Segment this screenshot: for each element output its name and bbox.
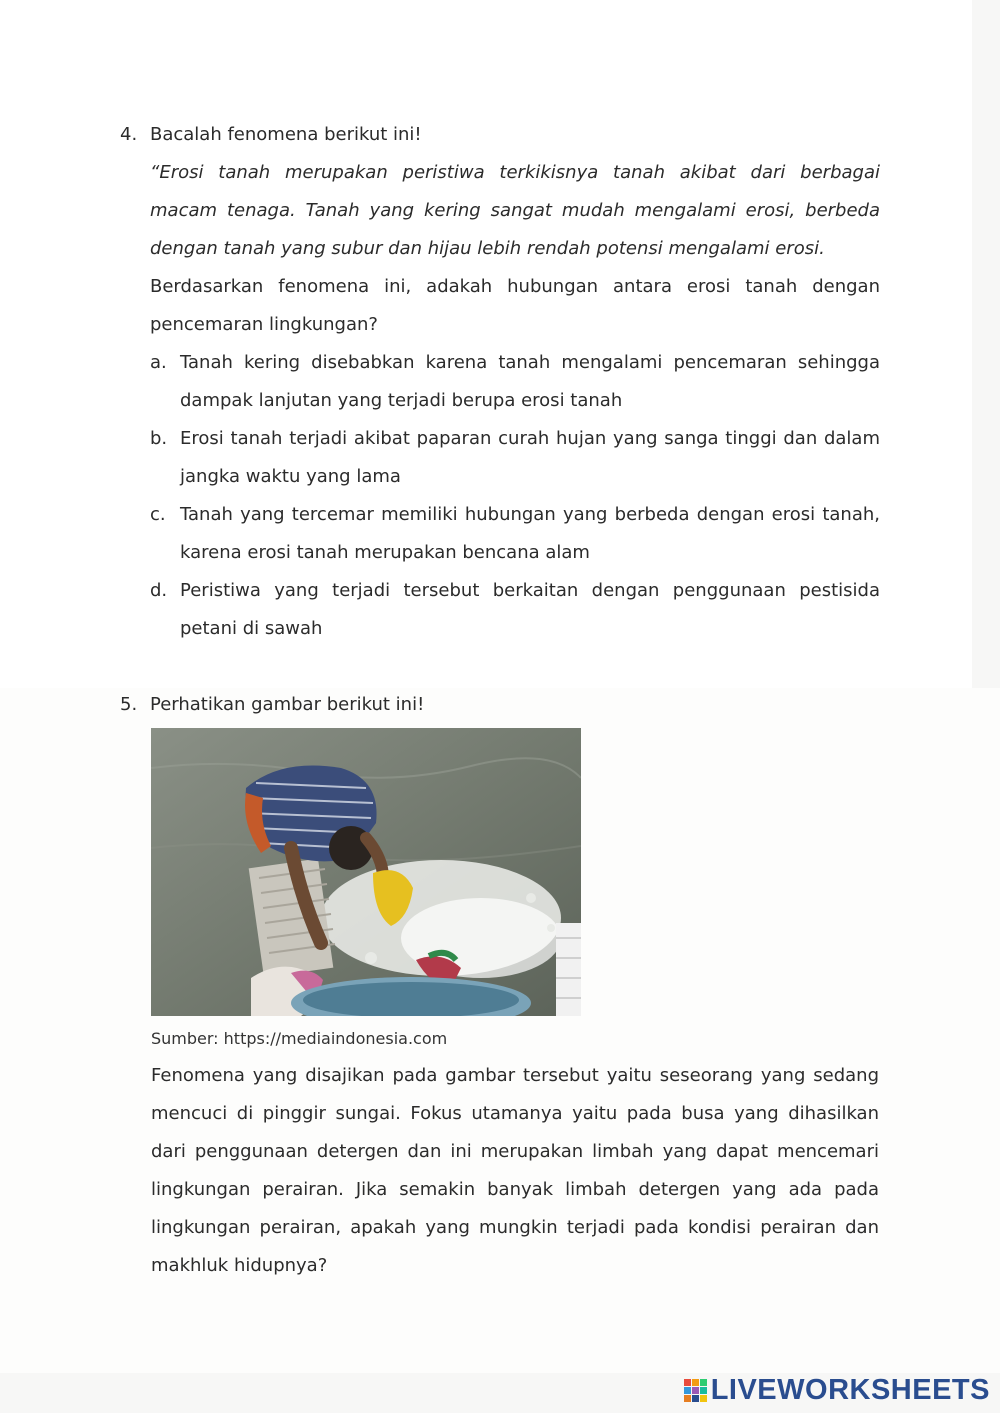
- option-text: dampak lanjutan yang terjadi berupa erosi tanah: [180, 390, 623, 411]
- question-number: 4.: [120, 124, 138, 145]
- quote-line: “Erosi tanah merupakan peristiwa terkikisnya tanah akibat dari berbagai: [150, 162, 880, 183]
- logo-text: LIVEWORKSHEETS: [710, 1374, 990, 1406]
- prompt-line: Berdasarkan fenomena ini, adakah hubungan antara erosi tanah dengan: [150, 276, 880, 297]
- question-number: 5.: [120, 694, 138, 715]
- river-washing-illustration: [151, 728, 581, 1016]
- paragraph-line: lingkungan perairan. Jika semakin banyak limbah detergen yang ada pada: [151, 1179, 879, 1200]
- paragraph-line: lingkungan perairan, apakah yang mungkin terjadi pada kondisi perairan dan: [151, 1217, 879, 1238]
- quote-line: dengan tanah yang subur dan hijau lebih rendah potensi mengalami erosi.: [150, 238, 825, 259]
- option-a[interactable]: [150, 344, 880, 420]
- option-text: Peristiwa yang terjadi tersebut berkaitan dengan penggunaan pestisida: [180, 580, 880, 601]
- quote-line: macam tenaga. Tanah yang kering sangat mudah mengalami erosi, berbeda: [150, 200, 880, 221]
- liveworksheets-logo[interactable]: [684, 1374, 990, 1407]
- paragraph-line: mencuci di pinggir sungai. Fokus utamanya yaitu pada busa yang dihasilkan: [151, 1103, 879, 1124]
- question-intro: Bacalah fenomena berikut ini!: [150, 124, 422, 145]
- option-text: jangka waktu yang lama: [180, 466, 401, 487]
- image-source: Sumber: https://mediaindonesia.com: [151, 1029, 448, 1048]
- option-letter: c.: [150, 504, 166, 525]
- prompt-line: pencemaran lingkungan?: [150, 314, 378, 335]
- option-letter: b.: [150, 428, 168, 449]
- option-c[interactable]: [150, 496, 880, 572]
- option-letter: d.: [150, 580, 168, 601]
- logo-icon: [684, 1379, 707, 1402]
- option-text: Tanah yang tercemar memiliki hubungan yang berbeda dengan erosi tanah,: [180, 504, 880, 525]
- paragraph-line: dari penggunaan detergen dan ini merupakan limbah yang dapat mencemari: [151, 1141, 879, 1162]
- paragraph-line: Fenomena yang disajikan pada gambar tersebut yaitu seseorang yang sedang: [151, 1065, 879, 1086]
- question-intro: Perhatikan gambar berikut ini!: [150, 694, 425, 715]
- paragraph-line: makhluk hidupnya?: [151, 1255, 328, 1276]
- option-text: petani di sawah: [180, 618, 323, 639]
- option-b[interactable]: [150, 420, 880, 496]
- question-5-paragraph: [151, 1057, 879, 1285]
- washing-photo: [151, 728, 581, 1016]
- option-text: karena erosi tanah merupakan bencana alam: [180, 542, 590, 563]
- option-letter: a.: [150, 352, 167, 373]
- option-text: Tanah kering disebabkan karena tanah mengalami pencemaran sehingga: [180, 352, 880, 373]
- option-d[interactable]: [150, 572, 880, 648]
- option-text: Erosi tanah terjadi akibat paparan curah hujan yang sanga tinggi dan dalam: [180, 428, 880, 449]
